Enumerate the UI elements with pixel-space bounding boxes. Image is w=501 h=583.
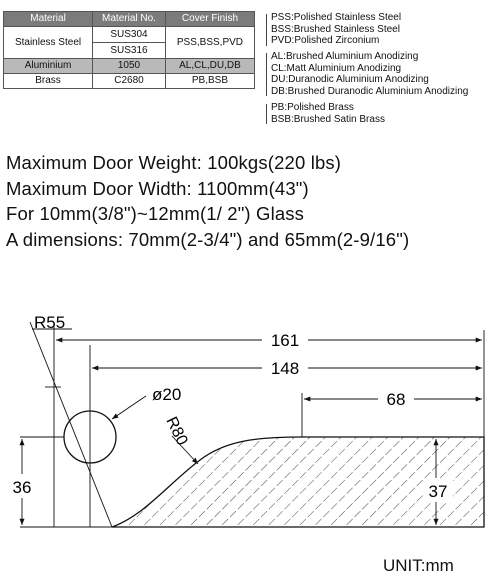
spec-max-width: Maximum Door Width: 1100mm(43") — [6, 177, 309, 199]
legend-item: PB:Polished Brass — [271, 102, 354, 113]
phi20-leader — [112, 396, 146, 419]
label-68: 68 — [386, 390, 406, 409]
legend-item: BSS:Brushed Stainless Steel — [271, 23, 400, 35]
cell-aluminium-no: 1050 — [93, 59, 166, 74]
r55-leader — [30, 322, 112, 527]
label-r55: R55 — [34, 313, 66, 332]
cell-aluminium-finish: AL,CL,DU,DB — [165, 59, 254, 74]
label-161: 161 — [270, 331, 300, 350]
cell-stainless-finish: PSS,BSS,PVD — [165, 27, 254, 59]
unit-label: UNIT:mm — [383, 556, 454, 575]
spec-glass-thickness: For 10mm(3/8")~12mm(1/ 2") Glass — [6, 203, 305, 224]
label-36: 36 — [12, 478, 32, 497]
label-148: 148 — [270, 359, 300, 378]
cell-stainless-no-2: SUS316 — [93, 43, 166, 59]
legend-item: DU:Duranodic Aluminium Anodizing — [271, 74, 429, 85]
legend-item: PSS:Polished Stainless Steel — [271, 12, 402, 23]
spec-a-dimensions: A dimensions: 70mm(2-3/4") and 65mm(2-9/16") — [6, 228, 410, 250]
label-r80: R80 — [162, 414, 191, 449]
cell-brass-finish: PB,BSB — [165, 74, 254, 89]
label-phi20: ø20 — [152, 385, 182, 404]
spec-max-weight: Maximum Door Weight: 100kgs(220 lbs) — [6, 152, 342, 173]
cell-brass-material: Brass — [4, 74, 93, 89]
cell-aluminium-material: Aluminium — [4, 59, 93, 74]
legend-item: CL:Matt Aluminium Anodizing — [271, 62, 402, 74]
label-37: 37 — [428, 482, 448, 501]
header-material: Material — [4, 12, 93, 27]
header-material-no: Material No. — [93, 12, 166, 27]
cell-brass-no: C2680 — [93, 74, 166, 89]
header-cover-finish: Cover Finish — [165, 12, 254, 27]
legend-item: BSB:Brushed Satin Brass — [271, 113, 385, 125]
legend-item: DB:Brushed Duranodic Aluminium Anodizing — [271, 85, 469, 97]
cell-stainless-material: Stainless Steel — [4, 27, 93, 59]
legend-item: AL:Brushed Aluminium Anodizing — [271, 51, 419, 62]
cell-stainless-no-1: SUS304 — [93, 27, 166, 43]
legend-item: PVD:Polished Zirconium — [271, 35, 380, 46]
